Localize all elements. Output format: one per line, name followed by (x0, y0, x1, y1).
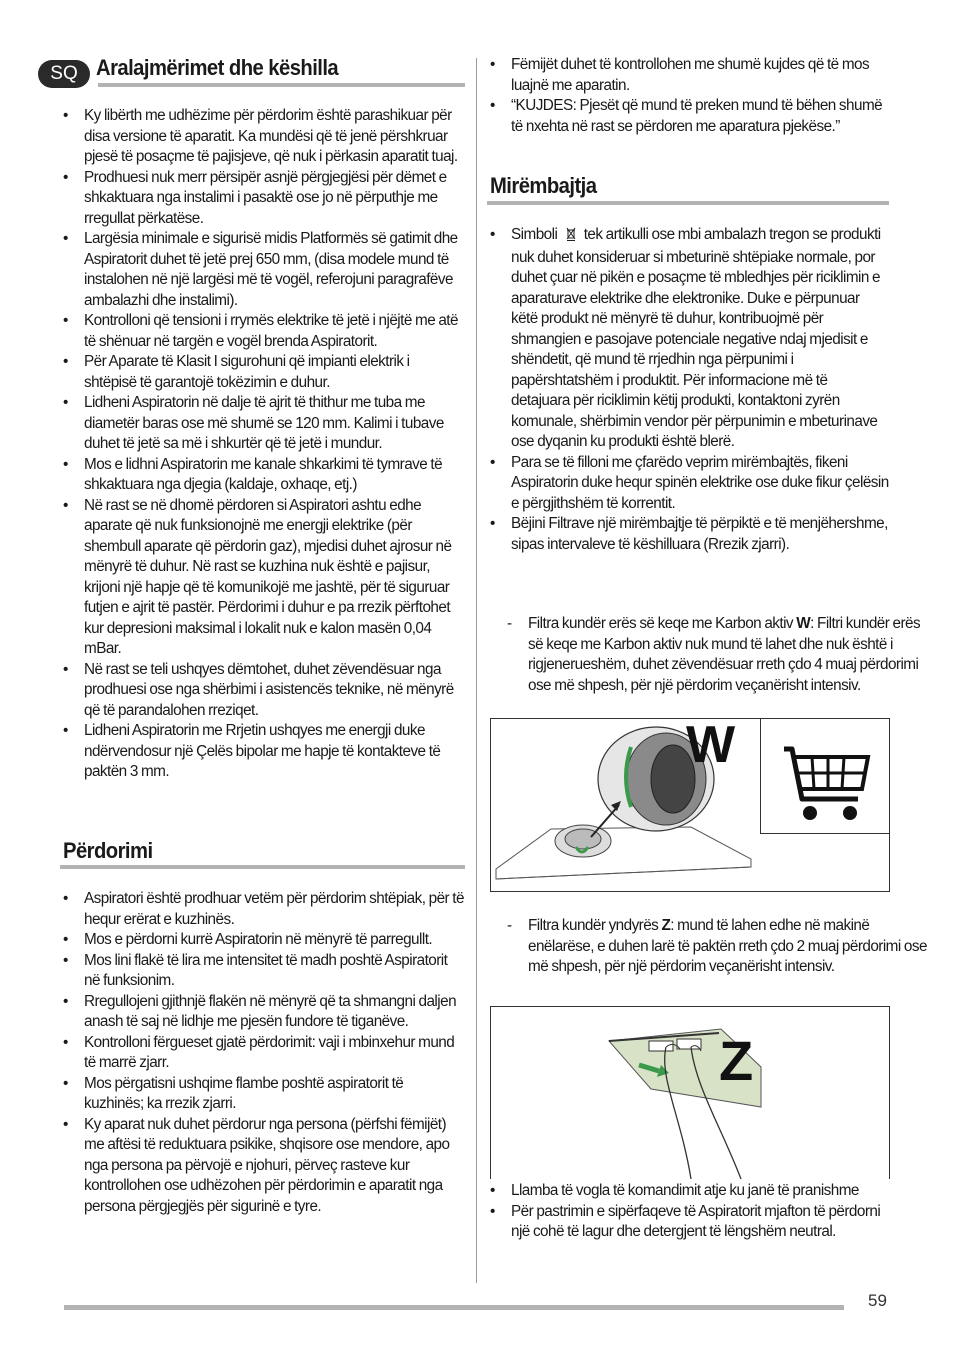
list-item: • Mos e përdorni kurrë Aspiratorin në mënyrë të parregullt. (60, 930, 465, 951)
grease-filter-text: Filtra kundër yndyrës (528, 917, 662, 934)
maintenance-heading (490, 173, 606, 199)
use-heading (63, 838, 160, 864)
section-title: Përdorimi (63, 838, 153, 863)
list-item: • Ky libërth me udhëzime për përdorim është parashikuar për disa versione të aparatit. Ka mundësi që të jenë përshkruar pjesë të posaçme të pajisjeve, që nuk i përkasin aparatit tuaj. (60, 106, 465, 168)
list-item: • Prodhuesi nuk merr përsipër asnjë përgjegjësi për dëmet e shkaktuara nga instalimi i pasaktë ose jo në përputhje me rregullat përkatëse. (60, 168, 465, 230)
recycling-text: tek artikulli ose mbi ambalazh tregon se produkti nuk duhet konsideruar si mbeturinë shtëpiake normale, por duhet çuar në pikën e posaçme të mbledhjes për riciklimin e aparaturave elektrike dhe elektronike. Duke e përpunuar këtë produkt në mënyrë të duhur, kontribuojmë për shmangien e pasojave potenciale negative ndaj mjedisit e shëndetit, që mund të rrjedhin nga përpunimi i papërshtatshëm i produktit. Për informacione më të detajuara për riciklimin këtij produkti, kontaktoni zyrën komunale, shërbimin vendor për përpunimin e mbeturinave ose dyqanin ku produkti është blerë. (511, 226, 881, 450)
list-item: • Kontrolloni që tensioni i rrymës elektrike të jetë i njëjtë me atë të shënuar në targën e vogël brenda Aspiratorit. (60, 311, 465, 352)
use-continued-list (487, 55, 889, 137)
list-item: • Mos përgatisni ushqime flambe poshtë aspiratorit të kuzhinës; ka rrezik zjarri. (60, 1074, 465, 1115)
grease-filter-figure (490, 1006, 890, 1179)
list-item: • Fëmijët duhet të kontrollohen me shumë kujdes që të mos luajnë me aparatin. (487, 55, 889, 96)
figure-w-label: W (686, 716, 736, 774)
list-item: • Mos e lidhni Aspiratorin me kanale shkarkimi të tymrave të shkaktuara nga djegia (kaldaje, oxhaqe, etj.) (60, 455, 465, 496)
list-item: • Ky aparat nuk duhet përdorur nga persona (përfshi fëmijët) me aftësi të reduktuara psikike, shqisore ose mendore, apo nga persona pa përvojë e njohuri, përveç rasteve kur kontrollohen ose udhëzohen për përdorimin e aparatit nga persona përgjegjës për sigurinë e tyre. (60, 1115, 465, 1218)
grease-filter-illustration (491, 1007, 889, 1179)
list-item: • Në rast se teli ushqyes dëmtohet, duhet zëvendësuar nga prodhuesi ose nga shërbimi i asistencës teknike, në mënyrë që të parandalohen rreziqet. (60, 660, 465, 722)
list-item: • Largësia minimale e sigurisë midis Platformës së gatimit dhe Aspiratorit duhet të jetë prej 650 mm, (disa modele mund të instalohen në një largësi më të vogël, referojuni paragrafëve ambalazhi dhe instalimi). (60, 229, 465, 311)
section-title: Aralajmërimet dhe këshilla (96, 55, 339, 80)
symbol-text: Simboli (511, 226, 558, 243)
maintenance-list (487, 225, 889, 555)
list-item: • Bëjini Filtrave një mirëmbajtje të përpiktë e të menjëhershme, sipas intervaleve të këshilluara (Rrezik zjarri). (487, 514, 889, 555)
list-item: • Në rast se në dhomë përdoren si Aspiratori ashtu edhe aparate që nuk funksionojnë me energji elektrike (për shembull aparate që përdorin gaz), mjedisi duhet ajrosur në mënyrë të duhur. Në rast se kuzhina nuk është e pajisur, krijoni një hapje që të komunikojë me jashtë, për të siguruar futjen e ajrit të pastër. Përdorimi i duhur e pa rrezik përftohet kur depresioni maksimal i lokalit nuk e kalon masën 0,04 mBar. (60, 496, 465, 660)
carbon-filter-letter: W (796, 615, 811, 632)
heading-rule (98, 83, 465, 87)
list-item: • Llamba të vogla të komandimit atje ku janë të pranishme (487, 1181, 889, 1202)
list-item: • Rregullojeni gjithnjë flakën në mënyrë që ta shmangni daljen anash të saj në lidhje me pjesën fundore të tiganëve. (60, 992, 465, 1033)
carbon-filter-item: - Filtra kundër erës së keqe me Karbon aktiv W: Filtri kundër erës së keqe me Karbon aktiv nuk mund të lahet dhe nuk është i rigjenerueshëm, duhet zëvendësuar rreth çdo 4 muaj përdorimi ose më shpesh, për një përdorim veçanërisht intensiv. (507, 615, 921, 694)
section-title: Mirëmbajtja (490, 173, 597, 198)
footer-rule (64, 1305, 844, 1310)
list-item: • Para se të filloni me çfarëdo veprim mirëmbajtës, fikeni Aspiratorin duke hequr spinën elektrike ose duke fikur çelësin e përgjithshëm të korrentit. (487, 453, 889, 515)
warnings-list (60, 106, 465, 783)
list-item: • Kontrolloni fërgueset gjatë përdorimit: vaji i mbinxehur mund të marrë zjarr. (60, 1033, 465, 1074)
page-number: 59 (868, 1291, 887, 1310)
list-item: • Mos lini flakë të lira me intensitet të madh poshtë Aspiratorit në funksionim. (60, 951, 465, 992)
maintenance-list-continued (487, 1181, 889, 1243)
use-list (60, 889, 465, 1217)
list-item (487, 225, 889, 453)
warnings-heading (96, 55, 466, 81)
figure-z-label: Z (719, 1029, 754, 1092)
list-item: • Aspiratori është prodhuar vetëm për përdorim shtëpiak, për të hequr erërat e kuzhinës. (60, 889, 465, 930)
carbon-filter-text: Filtra kundër erës së keqe me Karbon aktiv (528, 615, 797, 632)
shopping-cart-icon (776, 729, 876, 829)
carbon-filter-figure (490, 718, 890, 892)
grease-filter-item: - Filtra kundër yndyrës Z: mund të lahen edhe në makinë enëlarëse, e duhen larë të paktën rreth çdo 2 muaj përdorimi ose më shpesh, për një përdorim veçanërisht intensiv. (507, 917, 927, 975)
heading-rule (487, 201, 889, 205)
list-item: • Lidheni Aspiratorin në dalje të ajrit të thithur me tuba me diametër baras ose më shumë se 120 mm. Kalimi i tubave duhet të jetë sa më i shkurtër që të jetë i mundur. (60, 393, 465, 455)
heading-rule (60, 865, 465, 869)
list-item: • Lidheni Aspiratorin me Rrjetin ushqyes me energji duke ndërvendosur një Çelës bipolar me hapje të kontakteve të paktën 3 mm. (60, 721, 465, 783)
wheelie-bin-icon (566, 227, 576, 248)
grease-filter-letter: Z (661, 917, 671, 934)
list-item: • Për pastrimin e sipërfaqeve të Aspiratorit mjafton të përdorni një cohë të lagur dhe detergjent të lëngshëm neutral. (487, 1202, 889, 1243)
list-item: • Për Aparate të Klasit I sigurohuni që impianti elektrik i shtëpisë të garantojë tokëzimin e duhur. (60, 352, 465, 393)
language-badge: SQ (38, 60, 90, 88)
column-divider (476, 58, 477, 1283)
carbon-filter-desc: : Filtri kundër erës së keqe me Karbon aktiv nuk mund të lahet dhe nuk është i rigjenerueshëm, duhet zëvendësuar rreth çdo 4 muaj përdorimi ose më shpesh, për një përdorim veçanërisht intensiv. (528, 615, 921, 694)
list-item: • “KUJDES: Pjesët që mund të preken mund të bëhen shumë të nxehta në rast se përdoren me aparatura pjekëse.” (487, 96, 889, 137)
grease-filter-desc: : mund të lahen edhe në makinë enëlarëse, e duhen larë të paktën rreth çdo 2 muaj përdorimi ose më shpesh, për një përdorim veçanërisht intensiv. (528, 917, 927, 975)
